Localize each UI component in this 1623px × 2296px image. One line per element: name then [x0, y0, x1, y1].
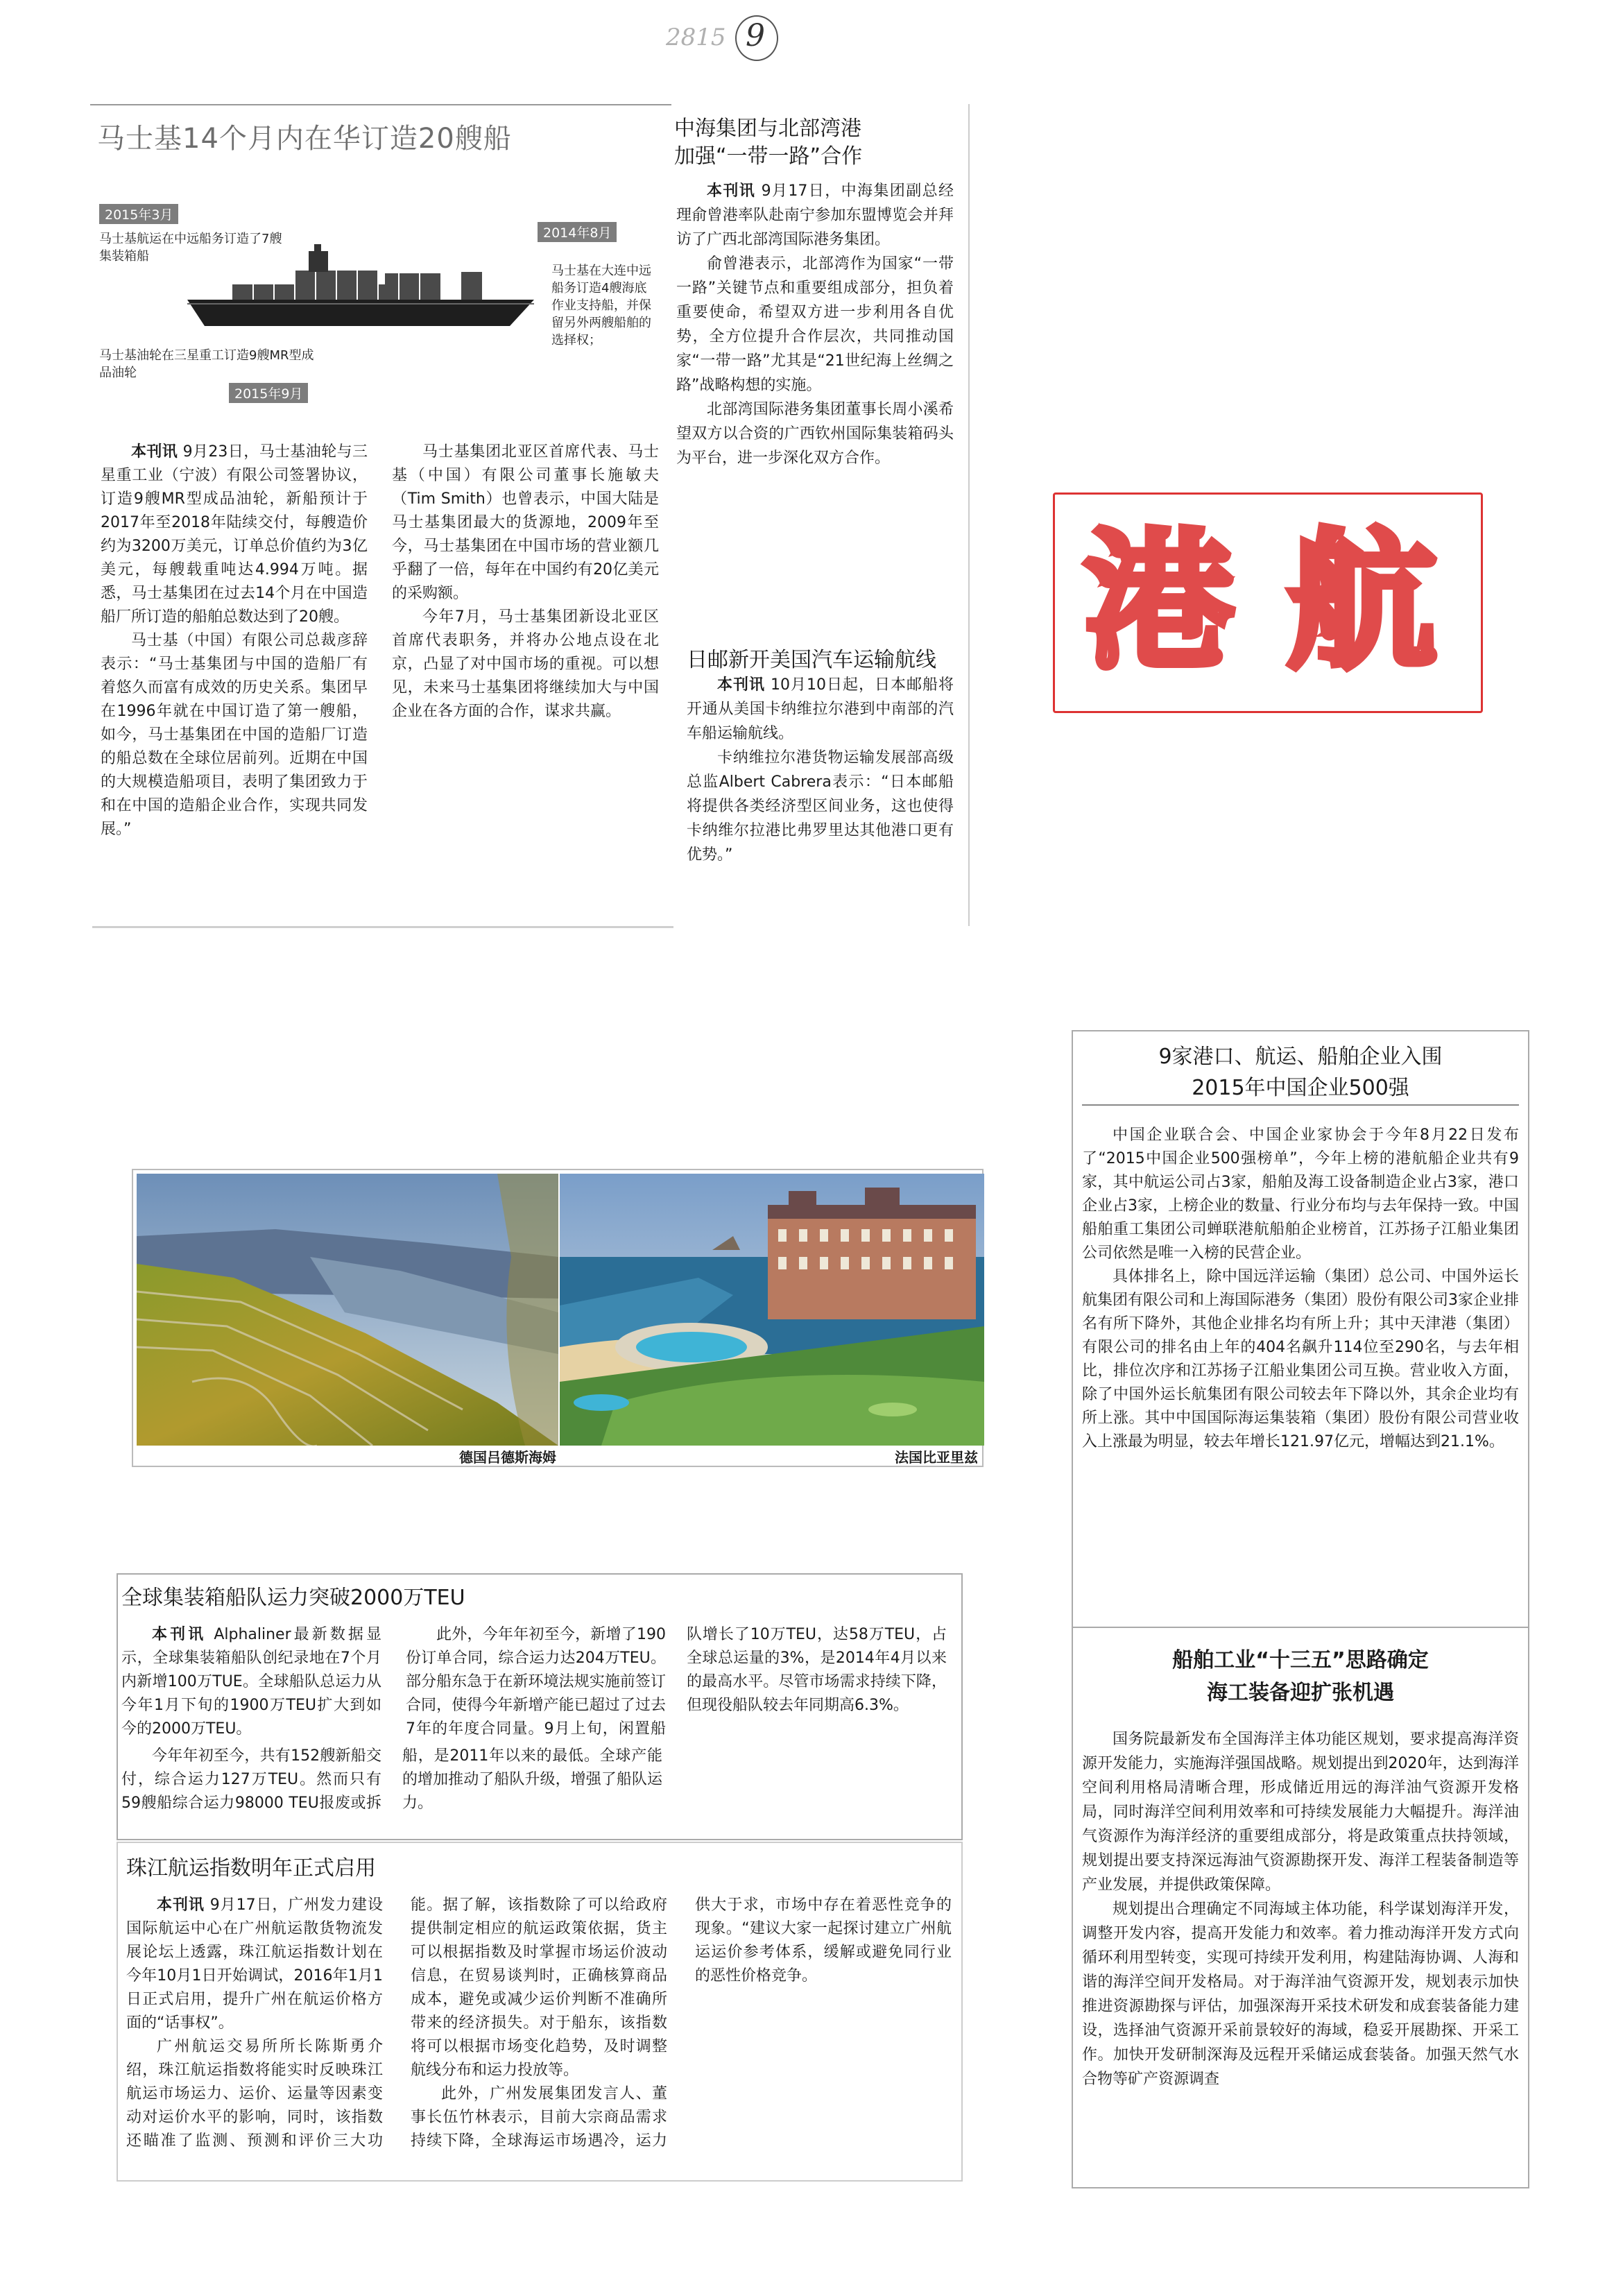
article-nyk-title: 日邮新开美国汽车运输航线: [687, 648, 936, 672]
seal-char: 港: [1084, 515, 1233, 689]
vineyard-photo: [137, 1174, 558, 1446]
article-shipbuilding-title: 船舶工业“十三五”思路确定: [1172, 1648, 1429, 1672]
handwritten-mark: [666, 14, 784, 62]
article-maersk-title: 马士基14个月内在华订造20艘船: [97, 123, 512, 155]
timeline-tag: 2014年8月: [538, 222, 617, 242]
lead-label: 本刊讯: [717, 676, 765, 694]
photo-caption: 德国吕德斯海姆: [459, 1449, 556, 1466]
handwritten-number: 2815: [666, 24, 726, 51]
article-maersk-col2: [392, 440, 659, 723]
paragraph-text: Alphaliner最新数据显示，全球集装箱船队创纪录地在7个月内新增100万TUE。全球船队总运力从今年1月下旬的1900万TEU扩大到如今的2000万TEU。: [121, 1626, 381, 1738]
article-chinashipping-body: [676, 179, 954, 470]
lead-label: 本刊讯: [157, 1896, 205, 1914]
article-top500-body: [1082, 1124, 1519, 1454]
lead-label: 本刊讯: [131, 443, 178, 461]
handwritten-circled-number: 9: [746, 18, 765, 53]
paragraph: 国务院最新发布全国海洋主体功能区规划，要求提高海洋资源开发能力，实施海洋强国战略。规划提出到2020年，达到海洋空间利用格局清晰合理，形成储近用远的海洋油气资源开发格局，同时海洋空间利用效率和可持续发展能力大幅提升。海洋油气资源作为海洋经济的重要组成部分，将是政策重点扶持领域，规划提出要支持深远海油气资源勘探开发、海洋工程装备制造等产业发展，并提供政策保障。: [1082, 1731, 1519, 1894]
article-pearl-river-body: [126, 1894, 952, 2171]
article-container-fleet-col2: [121, 1745, 662, 1815]
article-container-fleet-col3: [406, 1623, 947, 1741]
paragraph: [676, 179, 954, 252]
paragraph: 今年年初至今，共有152艘新船交付，综合运力127万TEU。然而只有59艘船综合运力98000 TEU报废或拆船，是2011年以来的最低。全球产能的增加推动了船队升级，增强了船队运力。: [121, 1747, 662, 1812]
paragraph: 规划提出合理确定不同海域主体功能，科学谋划海洋开发，调整开发内容，提高开发能力和效率。着力推动海洋开发方式向循环利用型转变，实现可持续开发利用，构建陆海协调、人海和谐的海洋空间开发格局。对于海洋油气资源开发，规划表示加快推进资源勘探与评估，加强深海开采技术研发和成套装备能力建设，选择油气资源开采前景较好的海域，稳妥开展勘探、开采工作。加快开发研制深海及远程开采储运成套装备。加强天然气水合物等矿产资源调查: [1082, 1901, 1519, 2088]
paragraph-text: 10月10日起，日本邮船将开通从美国卡纳维拉尔港到中南部的汽车船运输航线。: [687, 676, 954, 742]
article-top500-title-2: 2015年中国企业500强: [1192, 1076, 1409, 1100]
paragraph-text: 9月17日，中海集团副总经理俞曾港率队赴南宁参加东盟博览会并拜访了广西北部湾国际港务集团。: [676, 182, 954, 248]
timeline-text: 马士基油轮在三星重工订造9艘MR型成品油轮: [99, 348, 314, 380]
divider: [1082, 1104, 1519, 1106]
paragraph: 今年7月，马士基集团新设北亚区首席代表职务，并将办公地点设在北京，凸显了对中国市场的重视。可以想见，未来马士基集团将继续加大与中国企业在各方面的合作，谋求共赢。: [392, 608, 659, 720]
paragraph: 具体排名上，除中国远洋运输（集团）总公司、中国外运长航集团有限公司和上海国际港务（集团）股份有限公司3家企业排名有所下降外，其他企业排名均有所上升；其中天津港（集团）有限公司的排名由上年的404名飙升114位至290名，与去年相比，排位次序和江苏扬子江船业集团公司互换。营业收入方面，除了中国外运长航集团有限公司较去年下降以外，其余企业均有所上涨。其中中国国际海运集装箱（集团）股份有限公司营业收入上涨最为明显，较去年增长121.97亿元，增幅达到21.1%。: [1082, 1268, 1519, 1450]
paragraph: 此外，今年年初至今，新增了190份订单合同，综合运力达204万TEU。部分船东急于在新环境法规实施前签订合同，使得今年新增产能已超过了过去7年的年度合同量。9月上旬，闲置船队增长了10万TEU，达58万TEU，占全球总运量的3%，是2014年4月以来的最高水平。尽管市场需求持续下降，但现役船队较去年同期高6.3%。: [406, 1626, 947, 1738]
maersk-infographic: [94, 201, 662, 402]
section-seal: [1053, 492, 1483, 713]
article-chinashipping-title: 中海集团与北部湾港: [674, 117, 861, 141]
paragraph: 中国企业联合会、中国企业家协会于今年8月22日发布了“2015中国企业500强榜单”，今年上榜的港航船企业共有9家，其中航运公司占3家，船舶及海工设备制造企业占3家，港口企业占3家，上榜企业的数量、行业分布均与去年保持一致。中国船舶重工集团公司蝉联港航船舶企业榜首，江苏扬子江船业集团公司依然是唯一入榜的民营企业。: [1082, 1126, 1519, 1262]
article-container-fleet-title: 全球集装箱船队运力突破2000万TEU: [121, 1586, 465, 1610]
paragraph: [121, 1623, 381, 1741]
article-top500-title: 9家港口、航运、船舶企业入围: [1158, 1045, 1443, 1069]
article-container-fleet-col1: [121, 1623, 381, 1741]
paragraph: 俞曾港表示，北部湾作为国家“一带一路”关键节点和重要组成部分，担负着重要使命，希望双方进一步利用各自优势，全方位提升合作层次，共同推动国家“一带一路”尤其是“21世纪海上丝绸之路”战略构想的实施。: [676, 255, 954, 394]
seal-char: 航: [1287, 515, 1436, 689]
lead-label: 本刊讯: [152, 1626, 207, 1643]
paragraph-text: 9月23日，马士基油轮与三星重工业（宁波）有限公司签署协议，订造9艘MR型成品油轮，新船预计于2017年至2018年陆续交付，每艘造价约为3200万美元，订单总价值约为3亿美元，每艘载重吨达4.994万吨。据悉，马士基集团在过去14个月在中国造船厂所订造的船舶总数达到了20艘。: [101, 443, 368, 626]
timeline-text: 马士基在大连中远船务订造4艘海底作业支持船，并保留另外两艘船舶的选择权；: [551, 264, 651, 348]
article-pearl-river-title: 珠江航运指数明年正式启用: [126, 1856, 376, 1881]
photo-caption: 法国比亚里兹: [895, 1449, 978, 1466]
paragraph: 此外，广州发展集团发言人、董事长伍竹林表示，目前大宗商品需求持续下降，全球海运市场遇冷，运力供大于求，市场中存在着恶性竞争的现象。“建议大家一起探讨建立广州航运运价参考体系，缓解或避免同行业的恶性价格竞争。: [411, 1896, 952, 2150]
hotel-photo: [560, 1174, 984, 1446]
timeline-tag: 2015年3月: [99, 204, 178, 224]
paragraph: 广州航运交易所所长陈斯勇介绍，珠江航运指数将能实时反映珠江航运市场运力、运价、运量等因素变动对运价水平的影响，同时，该指数还瞄准了监测、预测和评价三大功能。据了解，该指数除了可以给政府提供制定相应的航运政策依据，货主可以根据指数及时掌握市场运价波动信息，在贸易谈判时，正确核算商品成本，避免或减少运价判断不准确所带来的经济损失。对于船东，该指数将可以根据市场变化趋势，及时调整航线分布和运力投放等。: [126, 1896, 667, 2150]
paragraph: 卡纳维拉尔港货物运输发展部高级总监Albert Cabrera表示：“日本邮船将提供各类经济型区间业务，这也使得卡纳维尔拉港比弗罗里达其他港口更有优势。”: [687, 749, 954, 864]
lead-label: 本刊讯: [707, 182, 756, 200]
photo-strip: [132, 1169, 984, 1467]
paragraph: [101, 440, 368, 629]
article-shipbuilding-title-2: 海工装备迎扩张机遇: [1207, 1681, 1394, 1705]
article-shipbuilding-body: [1082, 1727, 1519, 2178]
article-chinashipping-title-2: 加强“一带一路”合作: [674, 144, 863, 169]
article-nyk-body: [687, 673, 954, 867]
paragraph-text: 9月17日，广州发力建设国际航运中心在广州航运散货物流发展论坛上透露，珠江航运指数计划在今年10月1日开始调试，2016年1月1日正式启用，提升广州在航运价格方面的“话事权”。: [126, 1896, 383, 2032]
container-ship-icon: [184, 244, 544, 334]
timeline-tag: 2015年9月: [229, 383, 308, 403]
paragraph: 北部湾国际港务集团董事长周小溪希望双方以合资的广西钦州国际集装箱码头为平台，进一步深化双方合作。: [676, 401, 954, 467]
paragraph: 马士基（中国）有限公司总裁彦辞表示：“马士基集团与中国的造船厂有着悠久而富有成效的历史关系。集团早在1996年就在中国订造了第一艘船，如今，马士基集团在中国的造船厂订造的船总数在全球位居前列。近期在中国的大规模造船项目，表明了集团致力于和在中国的造船企业合作，实现共同发展。”: [101, 632, 368, 838]
timeline-text: 马士基航运在中远船务订造了7艘集装箱船: [99, 232, 282, 264]
paragraph: 马士基集团北亚区首席代表、马士基（中国）有限公司董事长施敏夫（Tim Smith）也曾表示，中国大陆是马士基集团最大的货源地，2009年至今，马士基集团在中国市场的营业额几乎翻了一倍，每年在中国约有20亿美元的采购额。: [392, 443, 659, 602]
paragraph: [687, 673, 954, 746]
paragraph: [126, 1894, 383, 2035]
article-maersk-col1: [101, 440, 368, 841]
